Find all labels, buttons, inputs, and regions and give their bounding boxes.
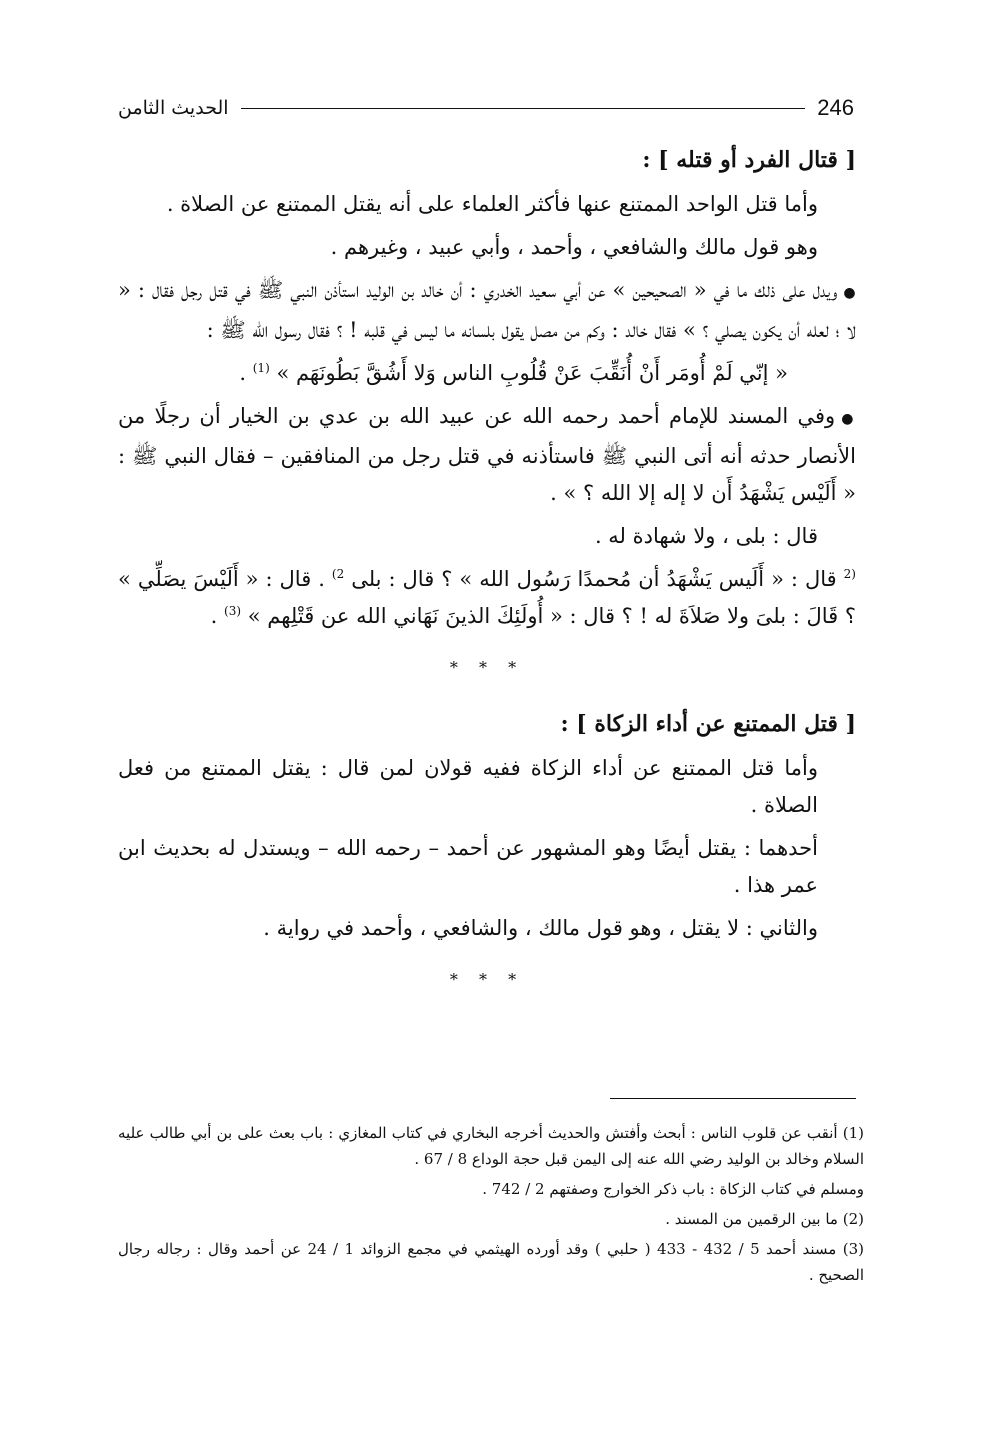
footnote-1-cont: ومسلم في كتاب الزكاة : باب ذكر الخوارج وصفتهم 2 / 742 . bbox=[482, 1180, 864, 1198]
quote-end: . bbox=[239, 361, 253, 385]
footnote-ref: 2) bbox=[331, 567, 345, 581]
page-header bbox=[118, 88, 854, 128]
footnote-rule bbox=[610, 1098, 856, 1099]
bullet-icon: ● bbox=[843, 285, 856, 301]
bullet-icon: ● bbox=[841, 411, 857, 427]
paragraph: وهو قول مالك والشافعي ، وأحمد ، وأبي عبيد ، وغيرهم . bbox=[330, 235, 818, 259]
paragraph-end: . bbox=[210, 604, 225, 628]
paragraph-text: قال : « أَلَيس يَشْهَدُ أن مُحمدًا رَسُول الله » ؟ قال : بلى bbox=[344, 567, 844, 591]
footnote-ref: (1) bbox=[252, 361, 270, 375]
section-heading-1: [ قتال الفرد أو قتله ] : bbox=[642, 147, 856, 173]
footnote-3: (3) مسند أحمد 5 / 432 - 433 ( حلبي ) وقد أورده الهيثمي في مجمع الزوائد 1 / 24 عن أحمد وقال : رجاله رجال الصحيح . bbox=[118, 1240, 864, 1284]
header-rule bbox=[241, 108, 806, 109]
paragraph-text: . قال : « أَلَيْسَ يصَلِّي » ؟ قَالَ : بلىَ ولا صَلاَةَ له ! ؟ قال : « أُولَئِكَ الذينَ نَهَاني الله عن قَتْلِهم » bbox=[118, 567, 856, 628]
paragraph-text: وفي المسند للإمام أحمد رحمه الله عن عبيد الله بن عدي بن الخيار أن رجلًا من الأنصار حدثه أنه أتى النبي ﷺ فاستأذنه في قتل رجل من المنافقين – فقال النبي ﷺ : « أَلَيْس يَشْهَدُ أَن لا إله إلا الله ؟ » . bbox=[118, 404, 856, 505]
section-separator: * * * bbox=[449, 970, 525, 989]
footnote-1: (1) أنقب عن قلوب الناس : أبحث وأفتش والحديث أخرجه البخاري في كتاب المغازي : باب بعث على بن أبي طالب عليه السلام وخالد بن الوليد رضي الله عنه إلى اليمن قبل حجة الوداع 8 / 67 . bbox=[118, 1124, 864, 1168]
footnote-2: (2) ما بين الرقمين من المسند . bbox=[665, 1210, 864, 1228]
paragraph: أحدهما : يقتل أيضًا وهو المشهور عن أحمد – رحمه الله – ويستدل له بحديث ابن عمر هذا . bbox=[118, 836, 818, 897]
hadith-quote bbox=[118, 355, 856, 392]
page-number: 246 bbox=[817, 95, 854, 120]
section-separator: * * * bbox=[449, 658, 525, 677]
paragraph: والثاني : لا يقتل ، وهو قول مالك ، والشافعي ، وأحمد في رواية . bbox=[263, 916, 818, 940]
running-title: الحديث الثامن bbox=[118, 97, 229, 119]
paragraph: قال : بلى ، ولا شهادة له . bbox=[594, 524, 818, 548]
footnotes bbox=[118, 1120, 864, 1292]
paragraph bbox=[118, 398, 856, 512]
paragraph bbox=[118, 561, 856, 635]
footnote-ref: (3) bbox=[224, 604, 242, 618]
main-text bbox=[118, 140, 856, 1016]
paragraph bbox=[118, 272, 856, 349]
footnote-ref: (2 bbox=[843, 567, 856, 581]
paragraph: وأما قتل الواحد الممتنع عنها فأكثر العلماء على أنه يقتل الممتنع عن الصلاة . bbox=[166, 192, 818, 216]
paragraph-text: ويدل على ذلك ما في « الصحيحين » عن أبي سعيد الخدري : أن خالد بن الوليد استأذن النبي ﷺ في قتل رجل فقال : « لا ؛ لعله أن يكون يصلي ؟ » فقال خالد : وكم من مصل يقول بلسانه ما ليس في قلبه ! ؟ فقال رسول الله ﷺ : bbox=[118, 278, 856, 342]
paragraph: وأما قتل الممتنع عن أداء الزكاة ففيه قولان لمن قال : يقتل الممتنع من فعل الصلاة . bbox=[118, 756, 818, 817]
quote-text: « إنّي لَمْ أُومَر أَنْ أُنَقِّبَ عَنْ قُلُوبِ الناس وَلا أَشُقَّ بَطُونَهَم » bbox=[276, 361, 788, 385]
section-heading-2: [ قتل الممتنع عن أداء الزكاة ] : bbox=[560, 711, 856, 737]
